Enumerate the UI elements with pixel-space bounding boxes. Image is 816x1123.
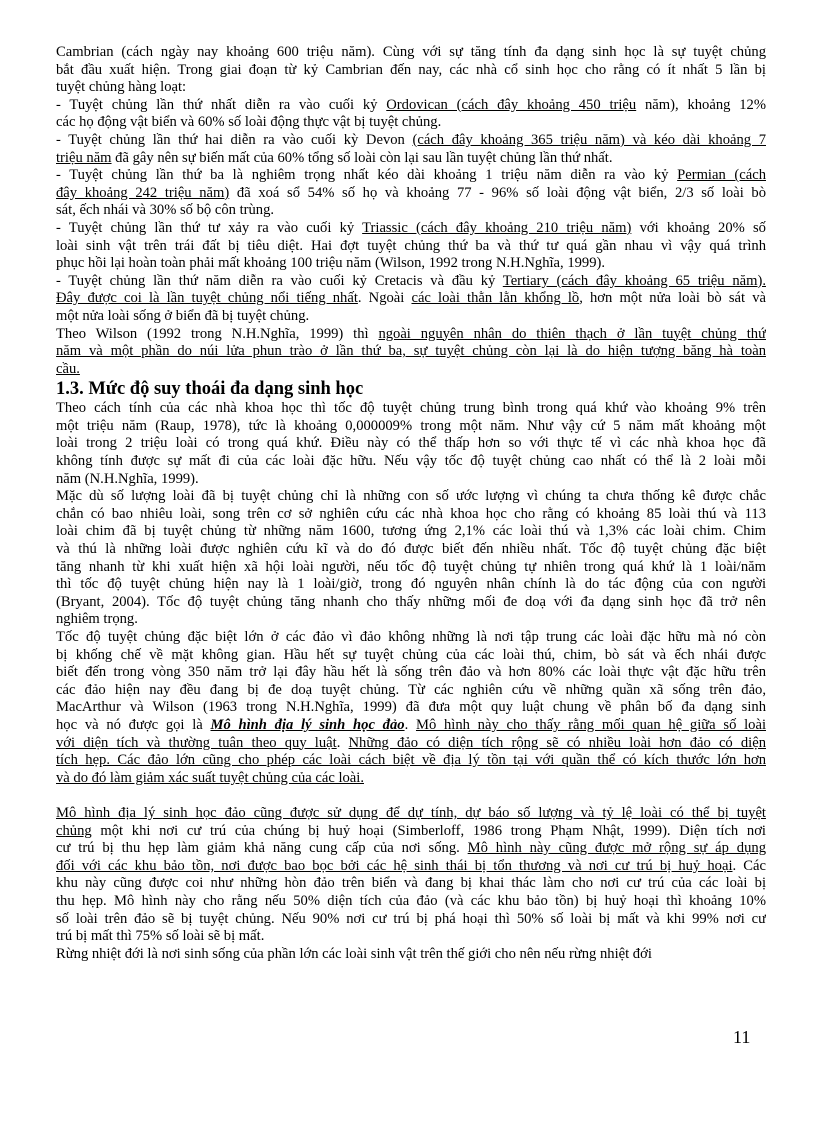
underlined-text: (cách đây khoảng 365 triệu năm) và kéo dài khoảng 7 xyxy=(412,131,766,148)
text-line: phục hồi lại hoàn toàn phải mất khoảng 100 triệu năm (Wilson, 1992 trong N.H.Nghĩa, 1999). xyxy=(56,255,606,272)
text-line: một nửa loài sống ở biển đã bị tuyệt chủng. xyxy=(56,307,310,324)
text-line: - Tuyệt chủng lần thứ hai diễn ra vào cuối kỳ Devon (cách đây khoảng 365 triệu năm) và kéo dài khoảng 7 xyxy=(56,131,766,148)
text-line: MacArthur và Wilson (1963 trong N.H.Nghĩa, 1999) đã đưa một quy luật chung về phân bố đa dạng sinh xyxy=(56,699,766,716)
text-line: năm (N.H.Nghĩa, 1999). xyxy=(56,470,199,487)
underlined-text: cầu. xyxy=(56,360,80,377)
text-line: Theo cách tính của các nhà khoa học thì tốc độ tuyệt chủng trung bình trong quá khứ vào khoảng 9% trên xyxy=(56,400,766,417)
underlined-text: triệu năm xyxy=(56,149,112,166)
text-line: học và nó được gọi là Mô hình địa lý sinh học đảo. Mô hình này cho thấy rằng mối quan hệ giữa số loài xyxy=(56,716,766,733)
text-line xyxy=(56,343,766,361)
text-line: các họ động vật biển và 60% số loài động thực vật bị tuyệt chủng. xyxy=(56,114,442,131)
text-line: bị khống chế về mặt không gian. Hầu hết sự tuyệt chủng của các loài thú, chim, bò sát và ếch nhái được xyxy=(56,646,766,663)
text-line: đây khoảng 242 triệu năm) đã xoá sổ 54% số họ và khoảng 77 - 96% số loài động vật biển, 2/3 số loài bò xyxy=(56,184,766,201)
text-line xyxy=(56,752,766,770)
text-line: thì tốc độ tuyệt chủng hiện nay là 1 loài/giờ, trong đó nguyên nhân chính là do tác động của con người xyxy=(56,576,766,593)
underlined-text: Mô hình này cho thấy rằng mối quan hệ giữa số loài xyxy=(415,716,766,733)
underlined-text: tích hẹp. Các đảo lớn cũng cho phép các loài cách biệt về địa lý tồn tại với quần thể có kích thước lớn hơn xyxy=(56,752,766,769)
text-line: trú bị mất thì 75% số loài sẽ bị mất. xyxy=(56,928,265,945)
text-line: không tính được sự mất đi của các loài đặc hữu. Nếu vậy tốc độ tuyệt chủng cao nhất có thể là 2 loài mỗi xyxy=(56,453,766,470)
text-line: tăng nhanh từ khi xuất hiện xã hội loài người, nếu tốc độ tuyệt chủng tự nhiên trong quá khứ là 1 loài/năm xyxy=(56,558,766,575)
text-line: Theo Wilson (1992 trong N.H.Nghĩa, 1999) thì ngoài nguyên nhân do thiên thạch ở lần tuyệt chủng thứ xyxy=(56,325,766,342)
text-line: loài chim đã bị tuyệt chủng từ những năm 1600, tương ứng 2,1% các loài thú và 1,3% các loài chim. Chim xyxy=(56,523,766,540)
text-line: đối với các khu bảo tồn, nơi được bao bọc bởi các hệ sinh thái bị tổn thương và nơi cư trú bị huỷ hoại. Các xyxy=(56,857,766,874)
underlined-text: Những đảo có diện tích rộng sẽ có nhiều loài hơn đảo có diện xyxy=(348,734,766,751)
underlined-text: chủng xyxy=(56,822,92,839)
text-line: Mặc dù số lượng loài đã bị tuyệt chủng chỉ là những con số ước lượng vì chúng ta chưa thống kê được chắc xyxy=(56,488,766,505)
underlined-text: Tertiary (cách đây khoảng 65 triệu năm). xyxy=(502,272,766,289)
text-line: - Tuyệt chủng lần thứ ba là nghiêm trọng nhất kéo dài khoảng 1 triệu năm diễn ra vào kỷ Permian (cách xyxy=(56,167,766,184)
text-line xyxy=(56,361,766,379)
text-line: bắt đầu xuất hiện. Trong giai đoạn từ kỷ Cambrian đến nay, các nhà cổ sinh học cho rằng có ít nhất 5 lần bị xyxy=(56,61,766,78)
underlined-text: Mô hình này cũng được mở rộng sự áp dụng xyxy=(467,840,766,857)
underlined-text: và do đó làm giảm xác suất tuyệt chủng của các loài. xyxy=(56,769,364,786)
text-line: cư trú bị thu hẹp làm giảm khả năng cung cấp của nơi sống. Mô hình này cũng được mở rộng sự áp dụng xyxy=(56,840,766,857)
text-line: nghiêm trọng. xyxy=(56,611,138,628)
text-line: - Tuyệt chủng lần thứ nhất diễn ra vào cuối kỷ Ordovican (cách đây khoảng 450 triệu năm), khoảng 12% xyxy=(56,96,766,113)
text-line: Đây được coi là lần tuyệt chủng nổi tiếng nhất. Ngoài các loài thằn lằn khổng lồ, hơn một nửa loài bò sát và xyxy=(56,290,766,307)
underlined-text: đây khoảng 242 triệu năm) xyxy=(56,184,230,201)
section-heading: 1.3. Mức độ suy thoái đa dạng sinh học xyxy=(56,379,364,400)
underlined-text: Mô hình địa lý sinh học đảo cũng được sử dụng để dự tính, dự báo số lượng và tỷ lệ loài có thể bị tuyệt xyxy=(56,804,766,821)
underlined-text: Triassic (cách đây khoảng 210 triệu năm) xyxy=(362,219,632,236)
text-line: loài sinh vật trên trái đất bị tiêu diệt. Hai đợt tuyệt chủng thứ ba và thứ tư quá gần nhau vì vậy quá trình xyxy=(56,237,766,254)
text-line: chắn có bao nhiêu loài, song trên cơ sở nghiên cứu các nhà khoa học cho rằng có khoảng 85 loài thú và 113 xyxy=(56,505,766,522)
underlined-text: các loài thằn lằn khổng lồ xyxy=(411,290,580,307)
text-line: triệu năm đã gây nên sự biến mất của 60% tổng số loài còn lại sau lần tuyệt chủng lần thứ nhất. xyxy=(56,149,613,166)
underlined-text: ngoài nguyên nhân do thiên thạch ở lần tuyệt chủng thứ xyxy=(378,325,766,342)
text-line: Cambrian (cách ngày nay khoảng 600 triệu năm). Cùng với sự tăng tính đa dạng sinh học là sự tuyệt chủng xyxy=(56,44,766,60)
text-line: biết đến trong vòng 350 năm trở lại đây hầu hết là sống trên đảo và hơn 80% các loài thực vật đặc hữu trên xyxy=(56,664,766,681)
text-line xyxy=(56,770,766,788)
page-number: 11 xyxy=(733,1027,751,1047)
text-line: với diện tích và thường tuân theo quy luật. Những đảo có diện tích rộng sẽ có nhiều loài hơn đảo có diện xyxy=(56,734,766,751)
underlined-text: Đây được coi là lần tuyệt chủng nổi tiếng nhất xyxy=(56,290,358,307)
text-line: Tốc độ tuyệt chủng đặc biệt lớn ở các đảo vì đảo không những là nơi tập trung các loài đặc hữu mà nó còn xyxy=(56,629,766,645)
text-line: (Bryant, 2004). Tốc độ tuyệt chủng tăng nhanh cho thấy những mối đe doạ với đa dạng sinh học đã trở nên xyxy=(56,593,766,610)
underlined-text: Ordovican (cách đây khoảng 450 triệu xyxy=(386,96,637,113)
text-line: số loài trên đảo sẽ bị tuyệt chủng. Nếu 90% nơi cư trú bị phá hoại thì 50% số loài bị mất và khi 99% nơi cư xyxy=(56,910,766,927)
text-line: sát, ếch nhái và 30% số bộ côn trùng. xyxy=(56,202,275,219)
text-line xyxy=(56,805,766,823)
underlined-text: năm và một phần do núi lửa phun trào ở lần thứ ba, sự tuyệt chủng còn lại là do hiện tượng băng hà toàn xyxy=(56,343,766,360)
underlined-text: với diện tích và thường tuân theo quy luật xyxy=(56,734,337,751)
document-page xyxy=(56,44,766,963)
text-line: loài trong 2 triệu loài có trong quá khứ. Điều này có thể thấp hơn so với thực tế vì các nhà khoa học đã xyxy=(56,435,766,452)
blank-line xyxy=(56,787,766,805)
text-line: Rừng nhiệt đới là nơi sinh sống của phần lớn các loài sinh vật trên thế giới cho nên nếu rừng nhiệt đới xyxy=(56,945,652,962)
underlined-text: Permian (cách xyxy=(677,167,766,184)
text-line: và thú là những loài được nghiên cứu kĩ và do đó được biết đến nhiều nhất. Tốc độ tuyệt chủng đặc biệt xyxy=(56,541,766,558)
text-line: tuyệt chủng hàng loạt: xyxy=(56,79,187,96)
text-line: chủng một khi nơi cư trú của chúng bị huỷ hoại (Simberloff, 1986 trong Phạm Nhật, 1999). Diện tích nơi xyxy=(56,822,766,839)
text-line: một triệu năm (Raup, 1978), tức là khoảng 0,000009% trong một năm. Như vậy cứ 5 năm mất khoảng một xyxy=(56,417,766,434)
text-line: - Tuyệt chủng lần thứ tư xảy ra vào cuối kỷ Triassic (cách đây khoảng 210 triệu năm) với khoảng 20% số xyxy=(56,219,766,236)
text-line: thu hẹp. Mô hình này cho rằng nếu 50% diện tích của đảo (và các khu bảo tồn) bị huỷ hoại thì khoảng 10% xyxy=(56,892,766,909)
text-line: khu này cũng được coi như những hòn đảo trên biển và đang bị khai thác làm cho nơi cư trú của các loài bị xyxy=(56,875,766,892)
model-name-emphasis: Mô hình địa lý sinh học đảo xyxy=(210,716,405,733)
text-line: - Tuyệt chủng lần thứ năm diễn ra vào cuối kỷ Cretacis và đầu kỷ Tertiary (cách đây khoảng 65 triệu năm). xyxy=(56,272,766,289)
text-line: các đảo hiện nay đều đang bị đe doạ tuyệt chủng. Từ các nghiên cứu về những quần xã sống trên đảo, xyxy=(56,681,766,698)
underlined-text: đối với các khu bảo tồn, nơi được bao bọc bởi các hệ sinh thái bị tổn thương và nơi cư trú bị huỷ hoại xyxy=(56,857,733,874)
